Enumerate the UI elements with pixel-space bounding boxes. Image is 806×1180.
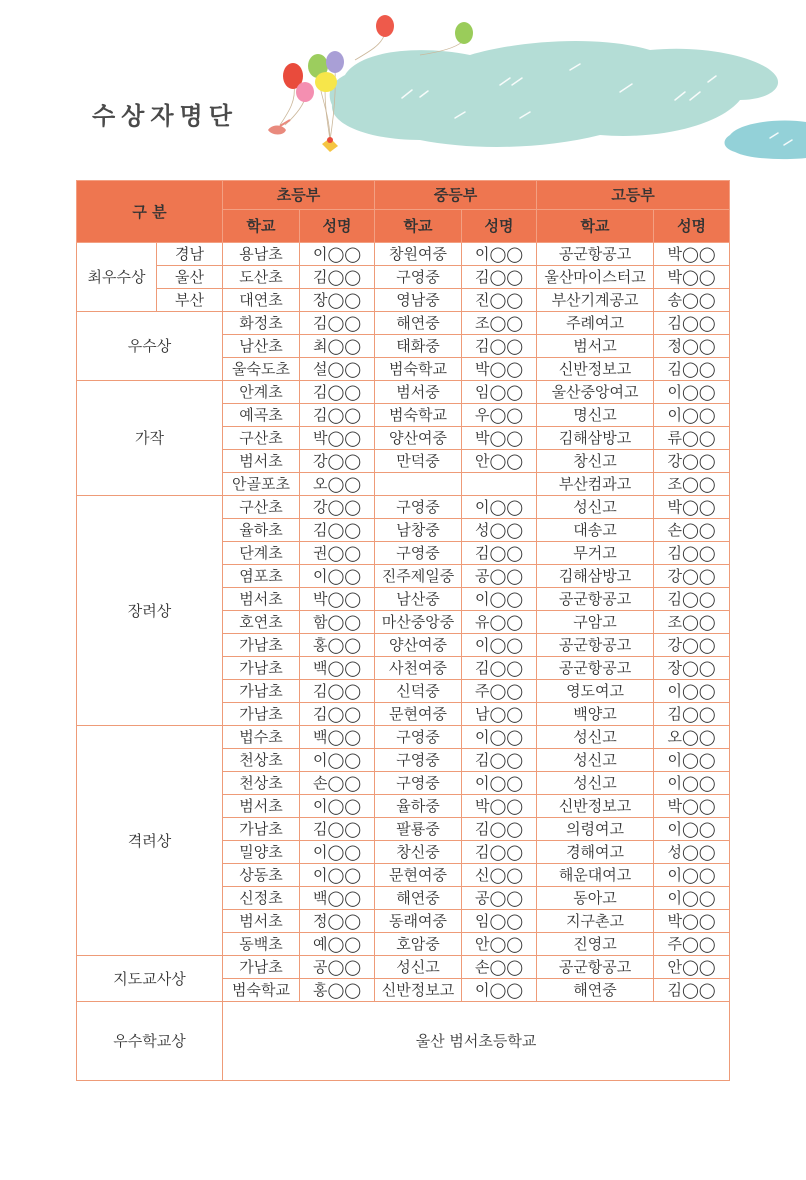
name-cell: 김◯◯ bbox=[300, 312, 375, 335]
name-cell: 김◯◯ bbox=[654, 588, 730, 611]
name-cell: 김◯◯ bbox=[462, 841, 537, 864]
name-cell: 김◯◯ bbox=[654, 979, 730, 1002]
school-cell: 범숙학교 bbox=[375, 404, 462, 427]
name-cell: 홍◯◯ bbox=[300, 979, 375, 1002]
school-cell: 염포초 bbox=[223, 565, 300, 588]
school-cell: 범숙학교 bbox=[375, 358, 462, 381]
school-cell: 대송고 bbox=[537, 519, 654, 542]
school-cell: 가남초 bbox=[223, 657, 300, 680]
name-cell: 이◯◯ bbox=[654, 818, 730, 841]
table-row bbox=[77, 312, 730, 335]
school-cell: 경해여고 bbox=[537, 841, 654, 864]
name-cell: 김◯◯ bbox=[300, 381, 375, 404]
name-cell: 김◯◯ bbox=[654, 703, 730, 726]
award-category: 우수상 bbox=[77, 312, 223, 381]
name-cell: 김◯◯ bbox=[300, 519, 375, 542]
school-cell: 김해삼방고 bbox=[537, 565, 654, 588]
school-cell: 구영중 bbox=[375, 266, 462, 289]
name-column-header: 성명 bbox=[462, 210, 537, 243]
school-cell: 공군항공고 bbox=[537, 243, 654, 266]
table-row bbox=[77, 266, 730, 289]
school-cell: 해연중 bbox=[375, 887, 462, 910]
name-cell: 임◯◯ bbox=[462, 910, 537, 933]
school-cell: 공군항공고 bbox=[537, 657, 654, 680]
school-cell: 범서고 bbox=[537, 335, 654, 358]
name-cell: 장◯◯ bbox=[654, 657, 730, 680]
name-cell: 박◯◯ bbox=[462, 358, 537, 381]
name-cell: 조◯◯ bbox=[462, 312, 537, 335]
school-cell: 백양고 bbox=[537, 703, 654, 726]
school-cell: 동백초 bbox=[223, 933, 300, 956]
school-cell: 남창중 bbox=[375, 519, 462, 542]
name-cell: 공◯◯ bbox=[300, 956, 375, 979]
page-title: 수상자명단 bbox=[92, 101, 238, 130]
name-cell: 신◯◯ bbox=[462, 864, 537, 887]
school-cell: 신덕중 bbox=[375, 680, 462, 703]
school-cell: 구영중 bbox=[375, 772, 462, 795]
name-cell: 정◯◯ bbox=[300, 910, 375, 933]
name-cell: 김◯◯ bbox=[462, 749, 537, 772]
table-row bbox=[77, 381, 730, 404]
name-cell: 손◯◯ bbox=[300, 772, 375, 795]
school-cell: 법수초 bbox=[223, 726, 300, 749]
name-cell: 안◯◯ bbox=[654, 956, 730, 979]
school-cell: 사천여중 bbox=[375, 657, 462, 680]
school-cell: 범숙학교 bbox=[223, 979, 300, 1002]
name-cell: 공◯◯ bbox=[462, 565, 537, 588]
name-cell: 함◯◯ bbox=[300, 611, 375, 634]
school-cell: 성신고 bbox=[375, 956, 462, 979]
school-cell: 창신중 bbox=[375, 841, 462, 864]
name-cell: 박◯◯ bbox=[654, 266, 730, 289]
name-cell: 공◯◯ bbox=[462, 887, 537, 910]
school-cell: 구암고 bbox=[537, 611, 654, 634]
name-cell: 강◯◯ bbox=[300, 450, 375, 473]
award-table-body bbox=[77, 243, 730, 1081]
school-cell: 울숙도초 bbox=[223, 358, 300, 381]
name-cell: 이◯◯ bbox=[300, 864, 375, 887]
name-cell: 김◯◯ bbox=[300, 818, 375, 841]
school-cell: 동아고 bbox=[537, 887, 654, 910]
school-cell: 가남초 bbox=[223, 634, 300, 657]
name-cell: 이◯◯ bbox=[654, 864, 730, 887]
school-cell: 가남초 bbox=[223, 703, 300, 726]
name-cell: 이◯◯ bbox=[654, 772, 730, 795]
name-cell: 손◯◯ bbox=[654, 519, 730, 542]
name-cell: 박◯◯ bbox=[462, 795, 537, 818]
name-cell: 김◯◯ bbox=[462, 266, 537, 289]
middle-division-header: 중등부 bbox=[375, 181, 537, 210]
school-column-header: 학교 bbox=[537, 210, 654, 243]
school-cell: 율하중 bbox=[375, 795, 462, 818]
name-cell: 김◯◯ bbox=[462, 818, 537, 841]
school-cell: 범서초 bbox=[223, 588, 300, 611]
school-cell bbox=[375, 473, 462, 496]
name-cell: 최◯◯ bbox=[300, 335, 375, 358]
school-cell: 구영중 bbox=[375, 726, 462, 749]
name-cell: 조◯◯ bbox=[654, 611, 730, 634]
name-cell: 박◯◯ bbox=[300, 588, 375, 611]
cloud-illustration bbox=[330, 41, 806, 159]
name-cell: 송◯◯ bbox=[654, 289, 730, 312]
school-cell: 공군항공고 bbox=[537, 956, 654, 979]
school-award-label: 우수학교상 bbox=[77, 1002, 223, 1081]
name-cell: 성◯◯ bbox=[654, 841, 730, 864]
school-cell: 신반정보고 bbox=[537, 358, 654, 381]
school-cell: 구영중 bbox=[375, 542, 462, 565]
name-cell: 유◯◯ bbox=[462, 611, 537, 634]
name-cell: 김◯◯ bbox=[300, 404, 375, 427]
school-column-header: 학교 bbox=[375, 210, 462, 243]
school-cell: 의령여고 bbox=[537, 818, 654, 841]
school-cell: 해연중 bbox=[537, 979, 654, 1002]
school-cell: 화정초 bbox=[223, 312, 300, 335]
name-cell: 박◯◯ bbox=[654, 496, 730, 519]
name-cell: 이◯◯ bbox=[462, 726, 537, 749]
school-cell: 도산초 bbox=[223, 266, 300, 289]
school-cell: 율하초 bbox=[223, 519, 300, 542]
name-cell: 정◯◯ bbox=[654, 335, 730, 358]
name-cell: 임◯◯ bbox=[462, 381, 537, 404]
name-cell: 박◯◯ bbox=[654, 243, 730, 266]
name-cell: 설◯◯ bbox=[300, 358, 375, 381]
school-cell: 용남초 bbox=[223, 243, 300, 266]
region-cell: 부산 bbox=[157, 289, 223, 312]
school-cell: 단계초 bbox=[223, 542, 300, 565]
school-cell: 호연초 bbox=[223, 611, 300, 634]
name-cell: 박◯◯ bbox=[462, 427, 537, 450]
school-cell: 상동초 bbox=[223, 864, 300, 887]
name-cell: 홍◯◯ bbox=[300, 634, 375, 657]
name-cell: 이◯◯ bbox=[462, 979, 537, 1002]
name-cell: 진◯◯ bbox=[462, 289, 537, 312]
school-cell: 안계초 bbox=[223, 381, 300, 404]
name-cell: 이◯◯ bbox=[300, 841, 375, 864]
school-cell: 양산여중 bbox=[375, 427, 462, 450]
school-column-header: 학교 bbox=[223, 210, 300, 243]
school-cell: 남산중 bbox=[375, 588, 462, 611]
name-cell: 박◯◯ bbox=[654, 910, 730, 933]
name-column-header: 성명 bbox=[654, 210, 730, 243]
name-cell: 이◯◯ bbox=[300, 565, 375, 588]
name-cell: 조◯◯ bbox=[654, 473, 730, 496]
school-cell: 구산초 bbox=[223, 496, 300, 519]
school-cell: 안골포초 bbox=[223, 473, 300, 496]
name-cell: 이◯◯ bbox=[654, 404, 730, 427]
school-cell: 남산초 bbox=[223, 335, 300, 358]
elementary-division-header: 초등부 bbox=[223, 181, 375, 210]
school-cell: 신정초 bbox=[223, 887, 300, 910]
school-cell: 팔룡중 bbox=[375, 818, 462, 841]
name-cell: 김◯◯ bbox=[654, 312, 730, 335]
name-cell: 이◯◯ bbox=[300, 243, 375, 266]
name-cell: 성◯◯ bbox=[462, 519, 537, 542]
name-cell: 이◯◯ bbox=[654, 381, 730, 404]
award-category: 최우수상 bbox=[77, 243, 157, 312]
name-cell bbox=[462, 473, 537, 496]
school-cell: 호암중 bbox=[375, 933, 462, 956]
school-cell: 가남초 bbox=[223, 818, 300, 841]
name-cell: 이◯◯ bbox=[462, 772, 537, 795]
award-category: 격려상 bbox=[77, 726, 223, 956]
name-cell: 장◯◯ bbox=[300, 289, 375, 312]
school-cell: 천상초 bbox=[223, 749, 300, 772]
name-cell: 김◯◯ bbox=[654, 358, 730, 381]
name-cell: 백◯◯ bbox=[300, 657, 375, 680]
school-cell: 신반정보고 bbox=[537, 795, 654, 818]
name-cell: 백◯◯ bbox=[300, 726, 375, 749]
school-cell: 구산초 bbox=[223, 427, 300, 450]
school-cell: 문현여중 bbox=[375, 703, 462, 726]
table-row bbox=[77, 243, 730, 266]
name-cell: 권◯◯ bbox=[300, 542, 375, 565]
school-cell: 문현여중 bbox=[375, 864, 462, 887]
school-cell: 범서초 bbox=[223, 795, 300, 818]
school-cell: 부산컴과고 bbox=[537, 473, 654, 496]
high-division-header: 고등부 bbox=[537, 181, 730, 210]
school-award-value: 울산 범서초등학교 bbox=[223, 1002, 730, 1081]
name-cell: 이◯◯ bbox=[462, 634, 537, 657]
school-cell: 구영중 bbox=[375, 749, 462, 772]
name-cell: 이◯◯ bbox=[462, 496, 537, 519]
category-header: 구 분 bbox=[77, 181, 223, 243]
school-cell: 가남초 bbox=[223, 680, 300, 703]
school-cell: 공군항공고 bbox=[537, 634, 654, 657]
name-cell: 김◯◯ bbox=[462, 335, 537, 358]
name-cell: 이◯◯ bbox=[462, 243, 537, 266]
name-cell: 남◯◯ bbox=[462, 703, 537, 726]
school-cell: 부산기계공고 bbox=[537, 289, 654, 312]
school-cell: 범서중 bbox=[375, 381, 462, 404]
school-cell: 예곡초 bbox=[223, 404, 300, 427]
school-cell: 성신고 bbox=[537, 749, 654, 772]
table-row bbox=[77, 956, 730, 979]
school-cell: 진주제일중 bbox=[375, 565, 462, 588]
region-cell: 경남 bbox=[157, 243, 223, 266]
school-cell: 신반정보고 bbox=[375, 979, 462, 1002]
school-cell: 범서초 bbox=[223, 910, 300, 933]
school-cell: 진영고 bbox=[537, 933, 654, 956]
name-cell: 예◯◯ bbox=[300, 933, 375, 956]
name-column-header: 성명 bbox=[300, 210, 375, 243]
school-cell: 주례여고 bbox=[537, 312, 654, 335]
name-cell: 백◯◯ bbox=[300, 887, 375, 910]
name-cell: 안◯◯ bbox=[462, 450, 537, 473]
school-cell: 구영중 bbox=[375, 496, 462, 519]
name-cell: 박◯◯ bbox=[654, 795, 730, 818]
name-cell: 김◯◯ bbox=[654, 542, 730, 565]
name-cell: 주◯◯ bbox=[654, 933, 730, 956]
name-cell: 강◯◯ bbox=[300, 496, 375, 519]
name-cell: 이◯◯ bbox=[654, 887, 730, 910]
award-category: 장려상 bbox=[77, 496, 223, 726]
school-cell: 천상초 bbox=[223, 772, 300, 795]
school-cell: 창원여중 bbox=[375, 243, 462, 266]
school-cell: 지구촌고 bbox=[537, 910, 654, 933]
school-cell: 공군항공고 bbox=[537, 588, 654, 611]
table-row bbox=[77, 496, 730, 519]
name-cell: 강◯◯ bbox=[654, 565, 730, 588]
school-cell: 양산여중 bbox=[375, 634, 462, 657]
name-cell: 강◯◯ bbox=[654, 634, 730, 657]
school-cell: 성신고 bbox=[537, 772, 654, 795]
name-cell: 이◯◯ bbox=[654, 680, 730, 703]
name-cell: 김◯◯ bbox=[300, 266, 375, 289]
name-cell: 오◯◯ bbox=[654, 726, 730, 749]
school-cell: 성신고 bbox=[537, 496, 654, 519]
table-row bbox=[77, 726, 730, 749]
school-award-row bbox=[77, 1002, 730, 1081]
school-cell: 울산중앙여고 bbox=[537, 381, 654, 404]
school-cell: 울산마이스터고 bbox=[537, 266, 654, 289]
name-cell: 김◯◯ bbox=[462, 542, 537, 565]
name-cell: 김◯◯ bbox=[462, 657, 537, 680]
name-cell: 우◯◯ bbox=[462, 404, 537, 427]
name-cell: 류◯◯ bbox=[654, 427, 730, 450]
name-cell: 김◯◯ bbox=[300, 680, 375, 703]
name-cell: 이◯◯ bbox=[462, 588, 537, 611]
school-cell: 창신고 bbox=[537, 450, 654, 473]
name-cell: 주◯◯ bbox=[462, 680, 537, 703]
school-cell: 밀양초 bbox=[223, 841, 300, 864]
name-cell: 강◯◯ bbox=[654, 450, 730, 473]
school-cell: 대연초 bbox=[223, 289, 300, 312]
school-cell: 태화중 bbox=[375, 335, 462, 358]
school-cell: 해연중 bbox=[375, 312, 462, 335]
school-cell: 명신고 bbox=[537, 404, 654, 427]
award-category: 지도교사상 bbox=[77, 956, 223, 1002]
name-cell: 김◯◯ bbox=[300, 703, 375, 726]
school-cell: 영남중 bbox=[375, 289, 462, 312]
school-cell: 영도여고 bbox=[537, 680, 654, 703]
name-cell: 안◯◯ bbox=[462, 933, 537, 956]
school-cell: 만덕중 bbox=[375, 450, 462, 473]
school-cell: 해운대여고 bbox=[537, 864, 654, 887]
school-cell: 동래여중 bbox=[375, 910, 462, 933]
award-winners-table bbox=[76, 180, 730, 1081]
name-cell: 이◯◯ bbox=[300, 795, 375, 818]
school-cell: 성신고 bbox=[537, 726, 654, 749]
name-cell: 박◯◯ bbox=[300, 427, 375, 450]
name-cell: 이◯◯ bbox=[300, 749, 375, 772]
name-cell: 손◯◯ bbox=[462, 956, 537, 979]
table-row bbox=[77, 289, 730, 312]
school-cell: 가남초 bbox=[223, 956, 300, 979]
school-cell: 범서초 bbox=[223, 450, 300, 473]
school-cell: 김해삼방고 bbox=[537, 427, 654, 450]
award-category: 가작 bbox=[77, 381, 223, 496]
name-cell: 오◯◯ bbox=[300, 473, 375, 496]
name-cell: 이◯◯ bbox=[654, 749, 730, 772]
school-cell: 마산중앙중 bbox=[375, 611, 462, 634]
header-illustration bbox=[0, 0, 806, 175]
school-cell: 무거고 bbox=[537, 542, 654, 565]
region-cell: 울산 bbox=[157, 266, 223, 289]
